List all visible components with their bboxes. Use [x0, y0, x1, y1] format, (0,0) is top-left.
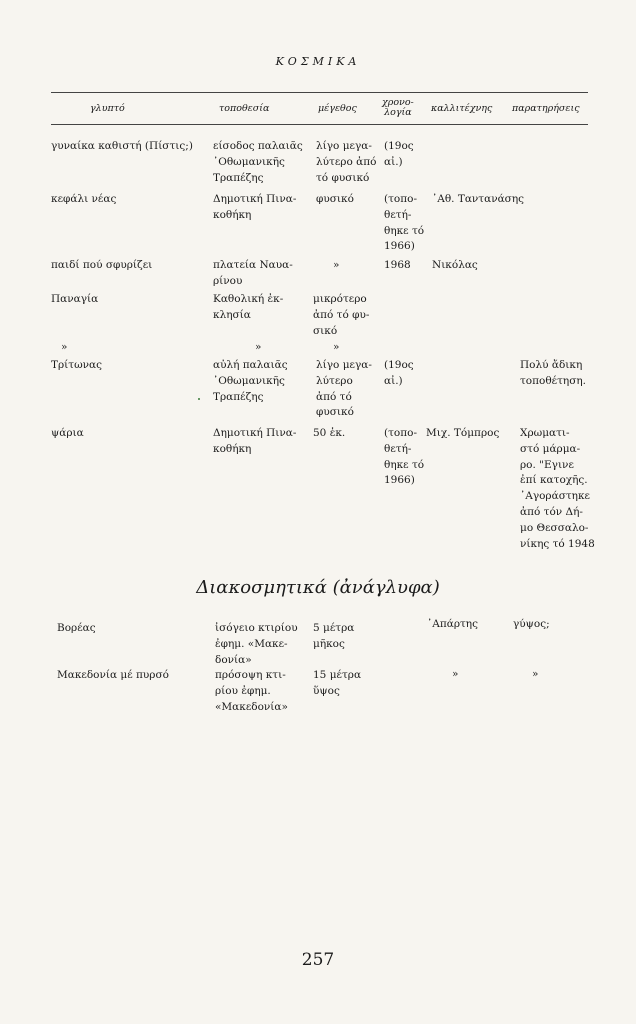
decor-row-1-location: ἰσόγειο κτιρίου ἐφημ. «Μακε- δονία» [215, 622, 298, 666]
table-row-4-size: μικρότερο ἀπό τό φυ- σικό [313, 293, 370, 337]
table-row-3-size: » [333, 259, 340, 271]
table-row-6-sculpture: Τρίτωνας [51, 359, 103, 371]
table-row-2-size: φυσικό [316, 193, 354, 205]
table-row-1-size: λίγο μεγα- λύτερο ἀπό τό φυσικό [316, 140, 377, 184]
decor-row-2-artist: » [452, 668, 459, 680]
table-row-7-sculpture: ψάρια [51, 427, 84, 439]
table-row-6-remarks: Πολύ ἄδικη τοποθέτηση. [520, 359, 587, 387]
table-row-7-chronology: (τοπο- θετή- θηκε τό 1966) [384, 427, 425, 487]
table-row-7-location: Δημοτική Πινα- κοθήκη [213, 427, 297, 455]
section-title: Διακοσμητικά (ἀνάγλυφα) [196, 577, 440, 598]
table-row-2-sculpture: κεφάλι νέας [51, 193, 117, 205]
table-row-6-size: λίγο μεγα- λύτερο ἀπό τό φυσικό [316, 359, 372, 419]
table-row-7-size: 50 ἑκ. [313, 427, 346, 439]
table-row-2-chronology: (τοπο- θετή- θηκε τό 1966) [384, 193, 425, 253]
col-header-remarks: παρατηρήσεις [512, 103, 580, 114]
table-top-rule [51, 92, 588, 93]
col-header-size: μέγεθος [318, 103, 357, 114]
col-header-chronology: χρονο- λογία [382, 97, 414, 118]
page-number: 257 [301, 950, 335, 970]
table-row-7-artist: Μιχ. Τόμπρος [426, 427, 500, 439]
table-row-3-location: πλατεία Ναυα- ρίνου [213, 259, 293, 287]
table-row-1-chronology: (19ος αἰ.) [384, 140, 414, 168]
decor-row-2-size: 15 μέτρα ὕψος [313, 669, 362, 697]
table-row-4-sculpture: Παναγία [51, 293, 99, 305]
decor-row-2-remarks: » [532, 668, 539, 680]
col-header-artist: καλλιτέχνης [431, 103, 493, 114]
ink-speck [198, 398, 200, 400]
table-row-5-sculpture: » [61, 341, 68, 353]
decor-row-1-size: 5 μέτρα μῆκος [313, 622, 355, 650]
table-row-7-remarks: Χρωματι- στό μάρμα- ρο. "Εγινε ἐπί κατοχῆς. ᾿Αγοράστηκε ἀπό τόν Δή- μο Θεσσαλο- νίκης τό 1948 [520, 427, 595, 550]
table-row-5-location: » [255, 341, 262, 353]
table-row-1-sculpture: γυναίκα καθιστή (Πίστις;) [51, 140, 193, 152]
table-row-6-chronology: (19ος αἰ.) [384, 359, 414, 387]
decor-row-1-artist: ᾿Απάρτης [427, 618, 478, 630]
table-row-1-location: είσοδος παλαιᾶς ᾿Οθωμανικῆς Τραπέζης [213, 140, 303, 184]
table-row-3-artist: Νικόλας [432, 259, 478, 271]
table-header-rule [51, 124, 588, 125]
table-row-2-location: Δημοτική Πινα- κοθήκη [213, 193, 297, 221]
page-header: ΚΟΣΜΙΚΑ [275, 55, 361, 68]
col-header-sculpture: γλυπτό [90, 103, 125, 114]
decor-row-1-sculpture: Βορέας [57, 622, 96, 634]
table-row-3-chronology: 1968 [384, 259, 411, 271]
table-row-2-artist: ᾿Αθ. Ταντανάσης [432, 193, 525, 205]
table-row-6-location: αὐλή παλαιᾶς ᾿Οθωμανικῆς Τραπέζης [213, 359, 288, 403]
table-row-4-location: Καθολική ἐκ- κλησία [213, 293, 284, 321]
decor-row-2-location: πρόσοψη κτι- ρίου ἐφημ. «Μακεδονία» [215, 669, 288, 713]
decor-row-2-sculpture: Μακεδονία μέ πυρσό [57, 669, 169, 681]
decor-row-1-remarks: γύψος; [513, 618, 550, 630]
table-row-5-size: » [333, 341, 340, 353]
col-header-location: τοποθεσία [219, 103, 270, 114]
table-row-3-sculpture: παιδί πού σφυρίζει [51, 259, 153, 271]
